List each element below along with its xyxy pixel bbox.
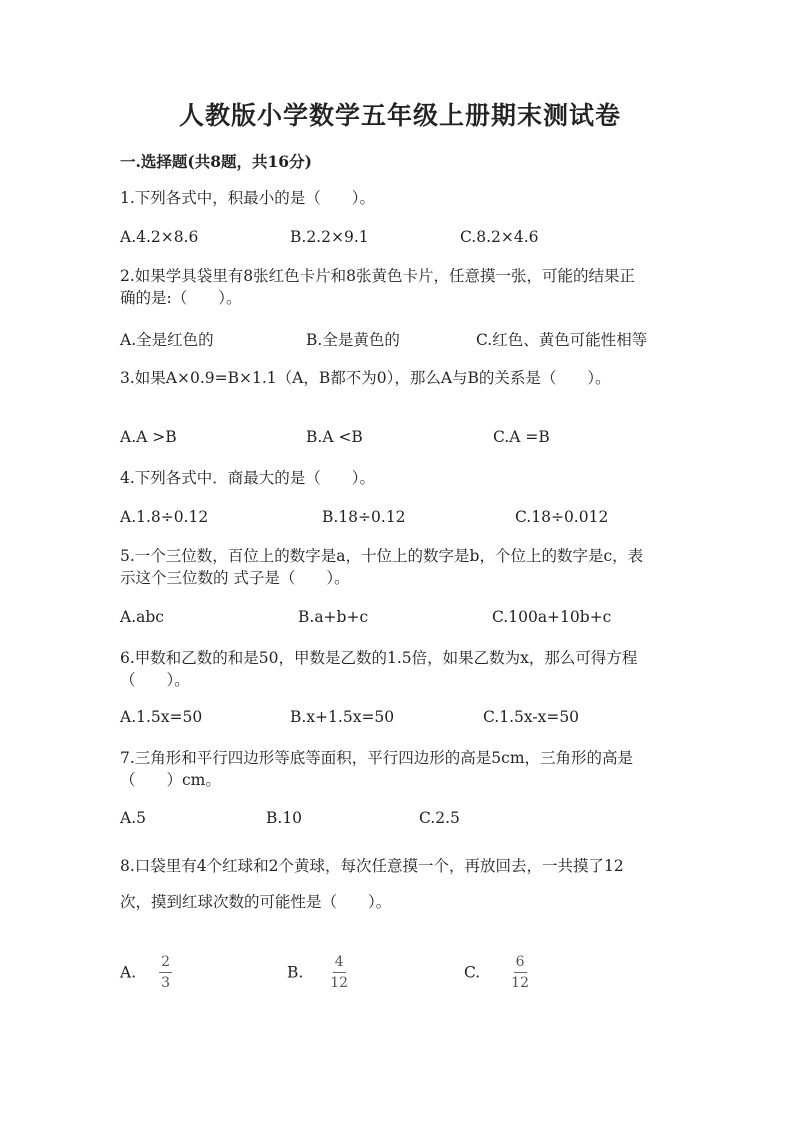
fraction [330,954,348,991]
option-c: C.100a+10b+c [492,608,612,626]
question-text: 7.三角形和平行四边形等底等面积，平行四边形的高是5cm，三角形的高是 [120,749,634,767]
fraction-denominator: 12 [330,975,349,991]
option-c: C.红色、黄色可能性相等 [476,331,648,349]
option-b: B.10 [266,809,303,827]
question-6 [120,647,680,691]
option-b: B.18÷0.12 [322,508,406,526]
fraction [159,954,172,991]
question-text-continued: 次，摸到红球次数的可能性是（ ）。 [120,893,392,911]
option-c: C.18÷0.012 [515,508,609,526]
question-5 [120,545,680,589]
section-heading: 一.选择题(共8题，共16分) [120,152,312,171]
question-text: 6.甲数和乙数的和是50，甲数是乙数的1.5倍，如果乙数为x，那么可得方程 [120,649,638,667]
question-text-continued: 示这个三位数的 式子是（ ）。 [120,569,350,587]
question-3 [120,367,720,389]
option-a: A.5 [120,809,146,827]
option-b [287,954,348,991]
question-text: 3.如果A×0.9=B×1.1（A，B都不为0），那么A与B的关系是（ ）。 [120,369,611,387]
option-c: C.1.5x-x=50 [483,708,580,726]
option-c: C.2.5 [419,809,460,827]
option-a: A.全是红色的 [120,331,214,349]
question-text-continued: （ ）cm。 [120,771,221,789]
question-4 [120,467,680,489]
option-b: B.A <B [306,428,363,446]
option-c [464,954,529,991]
option-a: A.A >B [120,428,177,446]
option-c: C.A =B [493,428,550,446]
option-c: C.8.2×4.6 [460,228,539,246]
option-b: B.全是黄色的 [306,331,400,349]
question-text: 2.如果学具袋里有8张红色卡片和8张黄色卡片，任意摸一张，可能的结果正 [120,267,636,285]
option-a: A.1.8÷0.12 [120,508,209,526]
question-text-continued: 确的是:（ ）。 [120,289,242,307]
question-1 [120,187,680,209]
question-text: 1.下列各式中，积最小的是（ ）。 [120,189,376,207]
option-b: B.a+b+c [298,608,369,626]
fraction-numerator: 2 [159,954,172,973]
option-a [120,954,172,991]
question-text: 5.一个三位数，百位上的数字是a，十位上的数字是b，个位上的数字是c，表 [120,547,644,565]
question-text: 8.口袋里有4个红球和2个黄球，每次任意摸一个，再放回去，一共摸了12 [120,857,624,875]
page-title: 人教版小学数学五年级上册期末测试卷 [178,101,621,130]
fraction-denominator: 12 [511,975,529,991]
option-letter: A. [120,963,137,982]
option-letter: C. [464,963,481,982]
option-a: A.abc [120,608,164,626]
fraction [511,954,529,991]
question-8 [120,848,680,920]
option-a: A.1.5x=50 [120,708,203,726]
fraction-numerator: 4 [333,954,346,973]
question-text-continued: （ ）。 [120,671,190,689]
option-b: B.x+1.5x=50 [290,708,395,726]
option-letter: B. [287,963,304,982]
question-7 [120,747,680,791]
fraction-denominator: 3 [161,975,170,991]
question-text: 4.下列各式中．商最大的是（ ）。 [120,469,376,487]
option-a: A.4.2×8.6 [120,228,199,246]
option-b: B.2.2×9.1 [290,228,369,246]
question-2 [120,265,680,309]
fraction-numerator: 6 [514,954,527,973]
